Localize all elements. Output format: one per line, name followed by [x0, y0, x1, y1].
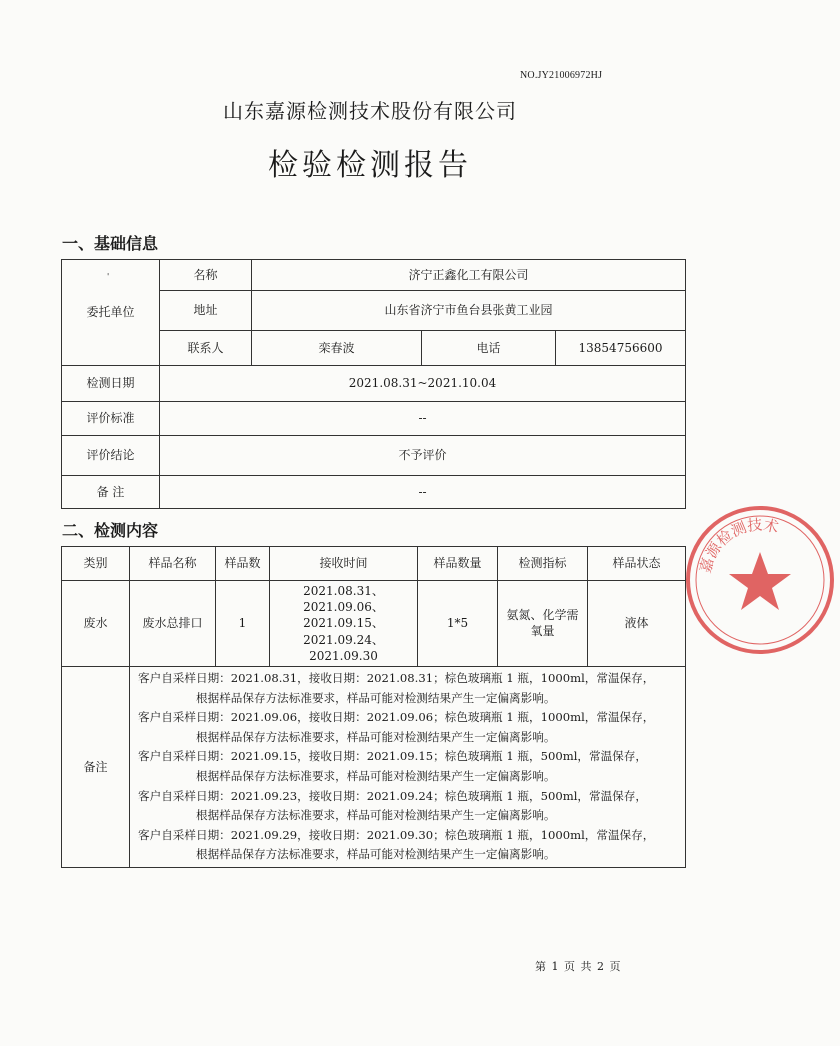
content-remark-notes: [130, 666, 686, 867]
section-basic-heading: 一、基础信息: [62, 234, 159, 253]
company-seal-icon: [680, 500, 840, 660]
table-row: [62, 581, 686, 667]
report-title: 检验检测报告: [268, 148, 472, 183]
conclusion-label: 评价结论: [62, 436, 160, 476]
page-number: 第 1 页 共 2 页: [535, 960, 622, 973]
cell-sample-name: 废水总排口: [130, 581, 216, 667]
phone-label: 电话: [422, 331, 556, 366]
note-line: 客户自采样日期：2021.09.15，接收日期：2021.09.15；棕色玻璃瓶 1 瓶，500ml，常温保存，: [138, 749, 647, 764]
note-line: 根据样品保存方法标准要求，样品可能对检测结果产生一定偏离影响。: [196, 808, 556, 823]
section-content-heading: 二、检测内容: [62, 521, 159, 540]
basic-info-table: [61, 259, 686, 509]
header-quantity: 样品数量: [418, 547, 498, 581]
standard-label: 评价标准: [62, 402, 160, 436]
content-table: [61, 546, 686, 868]
note-line: 客户自采样日期：2021.09.23，接收日期：2021.09.24；棕色玻璃瓶 1 瓶，500ml，常温保存，: [138, 788, 647, 803]
address-value: 山东省济宁市鱼台县张黄工业园: [252, 291, 686, 331]
remark-label: 备 注: [62, 476, 160, 509]
note-line: 客户自采样日期：2021.08.31，接收日期：2021.08.31；棕色玻璃瓶 1 瓶，1000ml，常温保存，: [138, 670, 655, 685]
scan-mark: ': [107, 272, 110, 281]
remark-value: --: [160, 476, 686, 509]
phone-value: 13854756600: [556, 331, 686, 366]
name-label: 名称: [160, 260, 252, 291]
conclusion-value: 不予评价: [160, 436, 686, 476]
cell-count: 1: [216, 581, 270, 667]
note-line: 根据样品保存方法标准要求，样品可能对检测结果产生一定偏离影响。: [196, 847, 556, 862]
contact-value: 栾春波: [252, 331, 422, 366]
report-number: NO.JY21006972HJ: [520, 70, 603, 81]
note-line: 客户自采样日期：2021.09.29，接收日期：2021.09.30；棕色玻璃瓶 1 瓶，1000ml，常温保存，: [138, 827, 655, 842]
note-line: 根据样品保存方法标准要求，样品可能对检测结果产生一定偏离影响。: [196, 690, 556, 705]
header-count: 样品数: [216, 547, 270, 581]
seal-text: 嘉源检测技术: [696, 515, 781, 575]
note-line: 根据样品保存方法标准要求，样品可能对检测结果产生一定偏离影响。: [196, 729, 556, 744]
header-category: 类别: [62, 547, 130, 581]
name-value: 济宁正鑫化工有限公司: [252, 260, 686, 291]
note-line: 根据样品保存方法标准要求，样品可能对检测结果产生一定偏离影响。: [196, 768, 556, 783]
client-label: 委托单位: [62, 260, 160, 366]
header-receive-time: 接收时间: [270, 547, 418, 581]
header-state: 样品状态: [588, 547, 686, 581]
date-value: 2021.08.31~2021.10.04: [160, 366, 686, 402]
cell-category: 废水: [62, 581, 130, 667]
cell-state: 液体: [588, 581, 686, 667]
header-sample-name: 样品名称: [130, 547, 216, 581]
note-line: 客户自采样日期：2021.09.06，接收日期：2021.09.06；棕色玻璃瓶 1 瓶，1000ml，常温保存，: [138, 710, 655, 725]
content-remark-label: 备注: [62, 666, 130, 867]
cell-quantity: 1*5: [418, 581, 498, 667]
standard-value: --: [160, 402, 686, 436]
cell-indicators: 氨氮、化学需氧量: [498, 581, 588, 667]
contact-label: 联系人: [160, 331, 252, 366]
date-label: 检测日期: [62, 366, 160, 402]
header-indicators: 检测指标: [498, 547, 588, 581]
cell-receive-time: 2021.08.31、2021.09.06、2021.09.15、2021.09.24、2021.09.30: [270, 581, 418, 667]
company-name: 山东嘉源检测技术股份有限公司: [223, 99, 517, 123]
address-label: 地址: [160, 291, 252, 331]
